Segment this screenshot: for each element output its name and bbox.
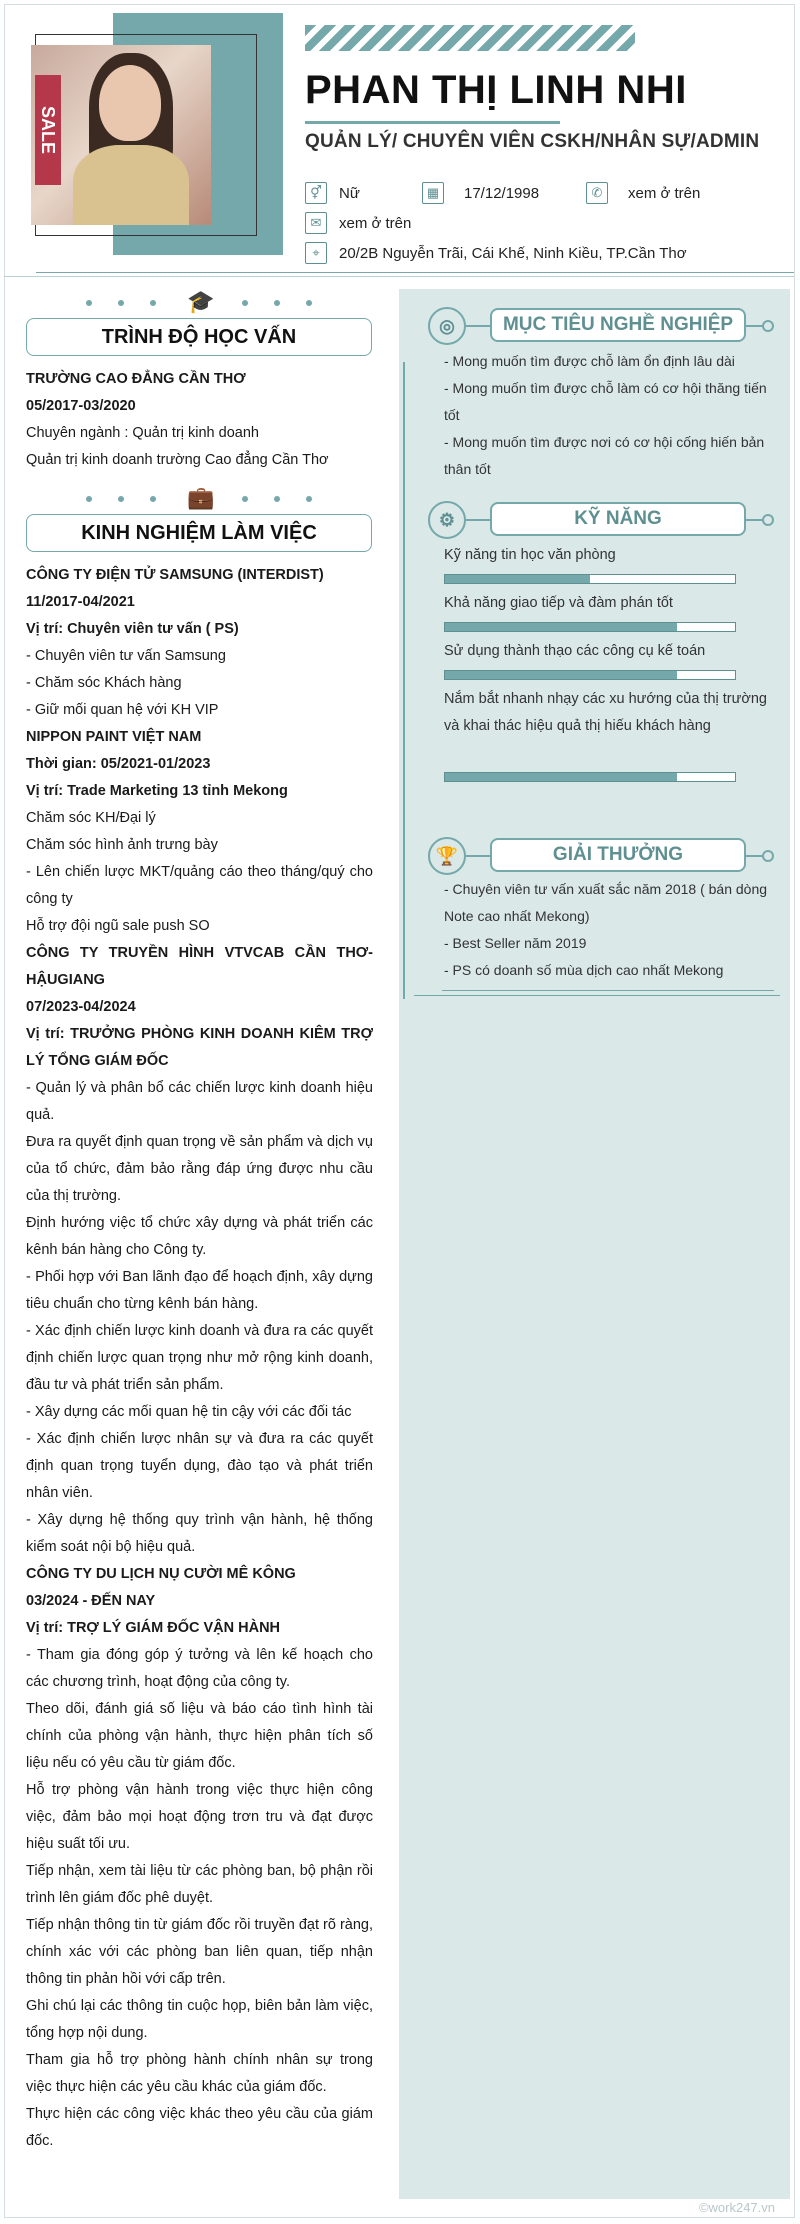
experience-line: - Quản lý và phân bổ các chiến lược kinh doanh hiệu quả.	[26, 1080, 373, 1123]
experience-line: CÔNG TY TRUYỀN HÌNH VTVCAB CẦN THƠ- HẬUGIANG	[26, 945, 373, 988]
experience-line: - Chăm sóc Khách hàng	[26, 675, 182, 691]
experience-line: - Xây dựng hệ thống quy trình vận hành, hệ thống kiểm soát nội bộ hiệu quả.	[26, 1512, 373, 1555]
experience-line: - Xây dựng các mối quan hệ tin cậy với các đối tác	[26, 1404, 352, 1420]
education-school: TRƯỜNG CAO ĐẲNG CẦN THƠ	[26, 371, 246, 387]
education-desc: Quản trị kinh doanh trường Cao đẳng Cần Thơ	[26, 452, 329, 468]
photo-sale-sign: SALE	[35, 75, 61, 185]
gender-icon: ⚥	[305, 182, 327, 204]
candidate-position: QUẢN LÝ/ CHUYÊN VIÊN CSKH/NHÂN SỰ/ADMIN	[305, 131, 760, 152]
header-divider-2	[4, 276, 794, 277]
objective-item: - Mong muốn tìm được nơi có cơ hội cống hiến bản thân tốt	[444, 434, 765, 477]
experience-line: CÔNG TY ĐIỆN TỬ SAMSUNG (INTERDIST)	[26, 567, 324, 583]
experience-line: 11/2017-04/2021	[26, 594, 135, 610]
skill-bar	[444, 670, 736, 680]
experience-line: 07/2023-04/2024	[26, 999, 136, 1015]
experience-line: Chăm sóc hình ảnh trưng bày	[26, 837, 218, 853]
skill-label: Kỹ năng tin học văn phòng	[444, 547, 616, 563]
right-footer-rule	[442, 990, 774, 991]
experience-line: - Phối hợp với Ban lãnh đạo để hoạch định, xây dựng tiêu chuẩn cho từng kênh bán hàng.	[26, 1269, 373, 1312]
experience-line: - Giữ mối quan hệ với KH VIP	[26, 702, 219, 718]
award-item: - Best Seller năm 2019	[444, 935, 587, 951]
experience-line: Chăm sóc KH/Đại lý	[26, 810, 156, 826]
experience-line: Tiếp nhận thông tin từ giám đốc rồi truyền đạt rõ ràng, chính xác với các phòng ban liên quan, tiếp nhận thông tin phản hồi với cấp trên.	[26, 1917, 373, 1987]
phone-icon: ✆	[586, 182, 608, 204]
experience-line: Vị trí: TRỢ LÝ GIÁM ĐỐC VẬN HÀNH	[26, 1620, 281, 1636]
experience-line: Hỗ trợ phòng vận hành trong việc thực hiện công việc, đảm bảo mọi hoạt động trơn tru và đạt được hiệu suất tối ưu.	[26, 1782, 373, 1852]
objective-item: - Mong muốn tìm được chỗ làm có cơ hội thăng tiến tốt	[444, 380, 767, 423]
experience-line: CÔNG TY DU LỊCH NỤ CƯỜI MÊ KÔNG	[26, 1566, 296, 1582]
awards-header	[428, 834, 770, 878]
skill-label: Khả năng giao tiếp và đàm phán tốt	[444, 595, 673, 611]
education-period: 05/2017-03/2020	[26, 398, 136, 414]
gender-info	[305, 182, 360, 204]
awards-title: GIẢI THƯỞNG	[490, 838, 746, 872]
gear-icon: ⚙	[428, 501, 466, 539]
skill-bar	[444, 622, 736, 632]
education-title: TRÌNH ĐỘ HỌC VẤN	[26, 318, 372, 356]
experience-line: Thực hiện các công việc khác theo yêu cầu của giám đốc.	[26, 2106, 373, 2149]
experience-line: Ghi chú lại các thông tin cuộc họp, biên bản làm việc, tổng hợp nội dung.	[26, 1998, 373, 2041]
objective-list	[444, 348, 774, 483]
experience-content	[26, 562, 373, 2155]
calendar-icon: ▦	[422, 182, 444, 204]
address-value: 20/2B Nguyễn Trãi, Cái Khế, Ninh Kiều, TP.Cần Thơ	[339, 244, 687, 262]
profile-photo	[31, 45, 211, 225]
objective-title: MỤC TIÊU NGHỀ NGHIỆP	[490, 308, 746, 342]
award-item: - Chuyên viên tư vấn xuất sắc năm 2018 ( bán dòng Note cao nhất Mekong)	[444, 881, 768, 924]
experience-line: Theo dõi, đánh giá số liệu và báo cáo tình hình tài chính của phòng vận hành, thực hiện phân tích số liệu nếu có yêu cầu từ giám đốc.	[26, 1701, 373, 1771]
header-divider	[36, 272, 794, 273]
experience-line: Hỗ trợ đội ngũ sale push SO	[26, 918, 210, 934]
education-divider	[86, 290, 316, 314]
experience-line: Vị trí: Chuyên viên tư vấn ( PS)	[26, 621, 239, 637]
email-icon: ✉	[305, 212, 327, 234]
candidate-name: PHAN THỊ LINH NHI	[305, 68, 687, 112]
award-item: - PS có doanh số mùa dịch cao nhất Mekong	[444, 962, 724, 978]
experience-line: - Chuyên viên tư vấn Samsung	[26, 648, 226, 664]
email-value: xem ở trên	[339, 214, 412, 232]
objective-header	[428, 304, 770, 348]
experience-title: KINH NGHIỆM LÀM VIỆC	[26, 514, 372, 552]
skill-label: Sử dụng thành thạo các công cụ kế toán	[444, 643, 706, 659]
experience-line: - Lên chiến lược MKT/quảng cáo theo tháng/quý cho công ty	[26, 864, 373, 907]
skill-bar	[444, 574, 736, 584]
experience-line: 03/2024 - ĐẾN NAY	[26, 1593, 156, 1609]
phone-value: xem ở trên	[628, 184, 701, 202]
right-panel-rule	[403, 362, 405, 999]
experience-line: - Xác định chiến lược nhân sự và đưa ra các quyết định quan trọng tuyển dụng, đào tạo và phát triển nhân viên.	[26, 1431, 373, 1501]
experience-divider	[86, 486, 316, 510]
briefcase-icon: 💼	[187, 485, 215, 510]
watermark: ©work247.vn	[698, 2200, 775, 2215]
right-footer-rule-2	[414, 995, 780, 996]
experience-line: - Tham gia đóng góp ý tưởng và lên kế hoạch cho các chương trình, hoạt động của công ty.	[26, 1647, 373, 1690]
experience-line: Tiếp nhận, xem tài liệu từ các phòng ban, bộ phận rồi trình lên giám đốc phê duyệt.	[26, 1863, 373, 1906]
experience-line: Tham gia hỗ trợ phòng hành chính nhân sự trong việc thực hiện các yêu cầu khác của giám đốc.	[26, 2052, 373, 2095]
experience-line: - Xác định chiến lược kinh doanh và đưa ra các quyết định chiến lược quan trọng như mở rộng kinh doanh, đầu tư và phát triển sản phẩm.	[26, 1323, 373, 1393]
target-icon: ◎	[428, 307, 466, 345]
experience-line: Thời gian: 05/2021-01/2023	[26, 756, 211, 772]
trophy-icon: 🏆	[428, 837, 466, 875]
dob-value: 17/12/1998	[464, 184, 540, 202]
education-content	[26, 366, 373, 474]
skills-header	[428, 498, 770, 542]
email-info	[305, 212, 411, 234]
gender-value: Nữ	[339, 184, 360, 202]
experience-line: Định hướng việc tổ chức xây dựng và phát triển các kênh bán hàng cho Công ty.	[26, 1215, 373, 1258]
phone-info	[586, 182, 700, 204]
location-icon: ⌖	[305, 242, 327, 264]
awards-list	[444, 876, 774, 984]
experience-line: NIPPON PAINT VIỆT NAM	[26, 729, 202, 745]
skills-title: KỸ NĂNG	[490, 502, 746, 536]
dob-info	[422, 182, 539, 204]
objective-item: - Mong muốn tìm được chỗ làm ổn định lâu dài	[444, 353, 735, 369]
name-underline	[305, 121, 560, 124]
address-info	[305, 242, 687, 264]
graduation-cap-icon: 🎓	[187, 289, 215, 314]
education-major: Chuyên ngành : Quản trị kinh doanh	[26, 425, 259, 441]
skill-bar	[444, 772, 736, 782]
experience-line: Vị trí: Trade Marketing 13 tỉnh Mekong	[26, 783, 288, 799]
header-stripes	[305, 25, 635, 51]
experience-line: Vị trí: TRƯỞNG PHÒNG KINH DOANH KIÊM TRỢ LÝ TỔNG GIÁM ĐỐC	[26, 1026, 373, 1069]
skill-label: Nắm bắt nhanh nhạy các xu hướng của thị trường và khai thác hiệu quả thị hiếu khách hàng	[444, 691, 767, 734]
experience-line: Đưa ra quyết định quan trọng về sản phẩm và dịch vụ của tổ chức, đảm bảo rằng đáp ứng được nhu cầu của thị trường.	[26, 1134, 373, 1204]
